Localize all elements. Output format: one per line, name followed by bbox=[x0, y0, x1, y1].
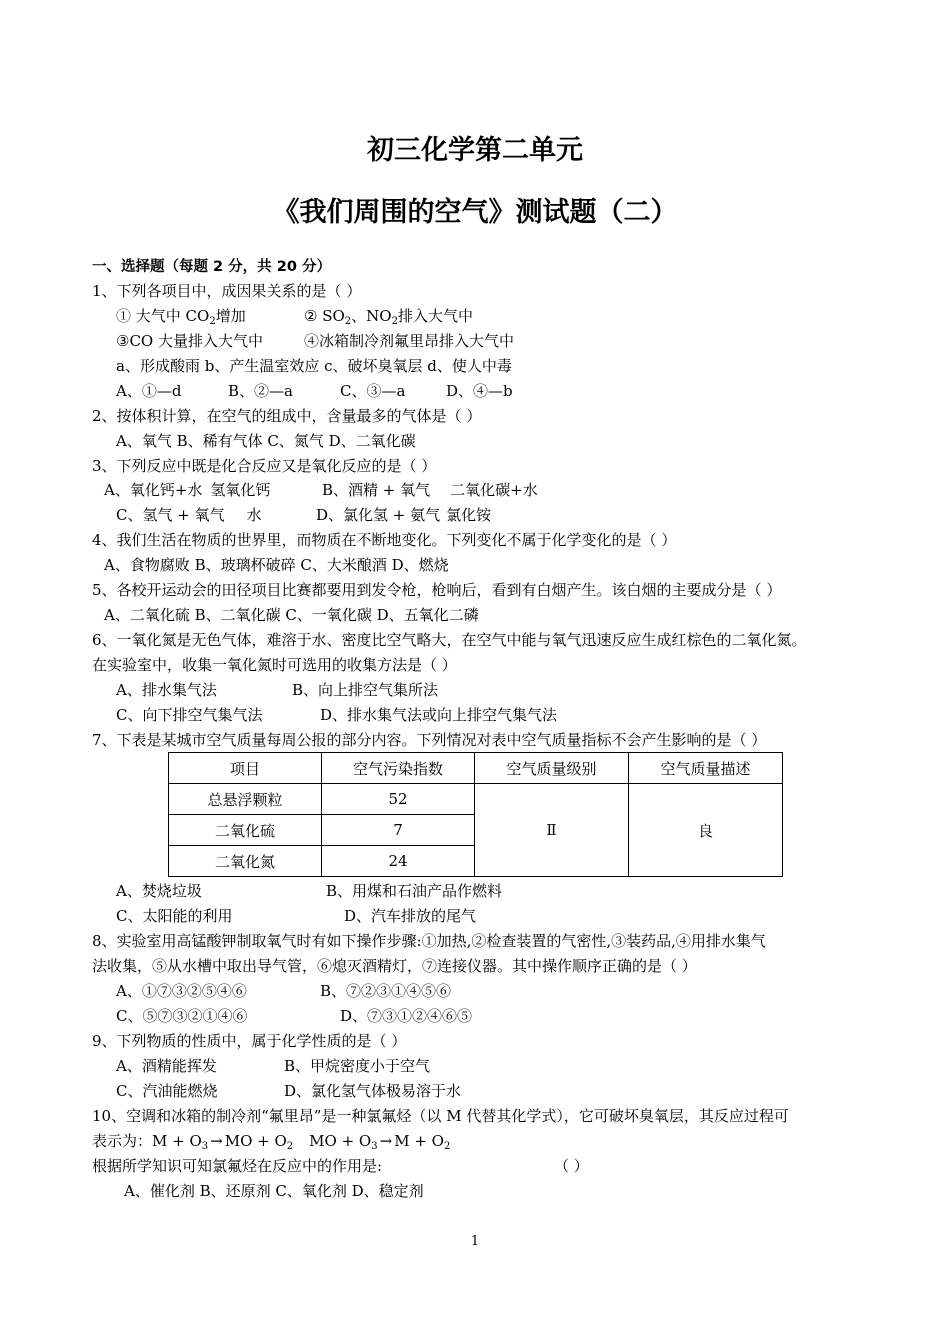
question-3-option-d bbox=[316, 505, 491, 525]
question-10-stem: 10、空调和冰箱的制冷剂“氟里昂”是一种氯氟烃（以 M 代替其化学式），它可破坏臭氧层，其反应过程可 bbox=[92, 1107, 789, 1125]
question-6-option-a: A、排水集气法 bbox=[116, 681, 217, 699]
table-header: 空气质量描述 bbox=[629, 753, 783, 784]
question-1-stem: 1、下列各项目中，成因果关系的是（ ） bbox=[92, 282, 362, 300]
question-2-options: A、氧气 B、稀有气体 C、氮气 D、二氧化碳 bbox=[116, 432, 416, 450]
question-3-option-a bbox=[104, 480, 270, 500]
equation-1-right: MO + O bbox=[224, 1132, 287, 1150]
question-5-options: A、二氧化硫 B、二氧化碳 C、一氧化碳 D、五氧化二磷 bbox=[104, 606, 479, 624]
question-6-stem: 6、一氧化氮是无色气体，难溶于水、密度比空气略大，在空气中能与氧气迅速反应生成红棕色的二氧化氮。 bbox=[92, 631, 807, 649]
air-quality-table bbox=[168, 752, 783, 877]
table-cell: 总悬浮颗粒 bbox=[169, 784, 322, 815]
question-1-option-d: D、④—b bbox=[446, 382, 513, 400]
equation-prefix: 表示为： bbox=[92, 1132, 153, 1150]
table-cell: 二氧化氮 bbox=[169, 846, 322, 877]
products: 水 bbox=[246, 506, 262, 524]
products: 氢氧化钙 bbox=[210, 481, 271, 499]
question-3-option-c bbox=[116, 505, 262, 525]
subscript: 2 bbox=[209, 316, 216, 327]
question-1-option-a: A、①—d bbox=[116, 382, 182, 400]
page-number: 1 bbox=[470, 1234, 480, 1249]
question-6-stem-cont: 在实验室中，收集一氧化氮时可选用的收集方法是（ ） bbox=[92, 656, 457, 674]
question-10-stem-cont: 根据所学知识可知氯氟烃在反应中的作用是: bbox=[92, 1157, 383, 1175]
section-heading: 一、选择题（每题 2 分，共 20 分） bbox=[92, 259, 331, 275]
question-9-option-c: C、汽油能燃烧 bbox=[116, 1082, 218, 1100]
subscript: 2 bbox=[286, 1141, 294, 1152]
table-cell-description: 良 bbox=[629, 784, 783, 877]
subscript: 3 bbox=[201, 1141, 209, 1152]
question-8-stem-cont: 法收集，⑤从水槽中取出导气管，⑥熄灭酒精灯，⑦连接仪器。其中操作顺序正确的是（ ） bbox=[92, 957, 697, 975]
subscript: 3 bbox=[371, 1141, 378, 1152]
reactants: D、氯化氢 + 氨气 bbox=[316, 506, 441, 524]
question-1-option-c: C、③—a bbox=[340, 382, 406, 400]
question-3-stem: 3、下列反应中既是化合反应又是氧化反应的是（ ） bbox=[92, 457, 437, 475]
subscript: 2 bbox=[344, 316, 352, 327]
question-1-item-1 bbox=[116, 306, 246, 326]
reactants: C、氢气 + 氧气 bbox=[116, 506, 225, 524]
question-10-answer-paren: （ ） bbox=[554, 1157, 589, 1175]
question-10-equation bbox=[92, 1131, 450, 1151]
equation-2-right: M + O bbox=[394, 1132, 444, 1150]
table-header: 空气污染指数 bbox=[322, 753, 475, 784]
table-cell-level: Ⅱ bbox=[475, 784, 629, 877]
question-9-option-a: A、酒精能挥发 bbox=[116, 1057, 217, 1075]
question-1-item-4: ④冰箱制冷剂氟里昂排入大气中 bbox=[304, 332, 515, 350]
table-cell: 24 bbox=[322, 846, 475, 877]
question-9-option-b: B、甲烷密度小于空气 bbox=[284, 1057, 431, 1075]
reactants: B、酒精 + 氧气 bbox=[322, 481, 431, 499]
question-8-option-d: D、⑦③①②④⑥⑤ bbox=[340, 1007, 473, 1025]
arrow-icon: → bbox=[379, 1132, 393, 1150]
question-5-stem: 5、各校开运动会的田径项目比赛都要用到发令枪，枪响后，看到有白烟产生。该白烟的主要成分是（ ） bbox=[92, 581, 782, 599]
question-8-option-b: B、⑦②③①④⑤⑥ bbox=[320, 982, 452, 1000]
arrow-icon: → bbox=[210, 1132, 223, 1150]
question-9-stem: 9、下列物质的性质中，属于化学性质的是（ ） bbox=[92, 1032, 407, 1050]
table-cell: 二氧化硫 bbox=[169, 815, 322, 846]
question-1-item-3: ③CO 大量排入大气中 bbox=[116, 332, 263, 350]
question-6-option-b: B、向上排空气集所法 bbox=[292, 681, 439, 699]
question-4-options: A、食物腐败 B、玻璃杯破碎 C、大米酿酒 D、燃烧 bbox=[104, 556, 449, 574]
question-7-option-b: B、用煤和石油产品作燃料 bbox=[326, 882, 503, 900]
question-4-stem: 4、我们生活在物质的世界里，而物质在不断地变化。下列变化不属于化学变化的是（ ） bbox=[92, 531, 677, 549]
document-title: 初三化学第二单元 bbox=[367, 135, 583, 166]
table-row bbox=[169, 784, 783, 815]
subscript: 2 bbox=[443, 1141, 451, 1152]
question-8-option-c: C、⑤⑦③②①④⑥ bbox=[116, 1007, 248, 1025]
question-8-option-a: A、①⑦③②⑤④⑥ bbox=[116, 982, 247, 1000]
question-9-option-d: D、氯化氢气体极易溶于水 bbox=[284, 1082, 462, 1100]
question-2-stem: 2、按体积计算，在空气的组成中，含量最多的气体是（ ） bbox=[92, 407, 482, 425]
table-header: 项目 bbox=[169, 753, 322, 784]
equation-2-left: MO + O bbox=[309, 1132, 372, 1150]
question-6-option-c: C、向下排空气集气法 bbox=[116, 706, 263, 724]
question-1-effects: a、形成酸雨 b、产生温室效应 c、破坏臭氧层 d、使人中毒 bbox=[116, 357, 512, 375]
question-7-option-d: D、汽车排放的尾气 bbox=[344, 907, 477, 925]
products: 氯化铵 bbox=[446, 506, 492, 524]
subscript: 2 bbox=[391, 316, 398, 327]
question-1-option-b: B、②—a bbox=[228, 382, 293, 400]
table-header-row bbox=[169, 753, 783, 784]
item-2-mid: 、NO bbox=[351, 307, 392, 325]
document-subtitle: 《我们周围的空气》测试题（二） bbox=[272, 197, 678, 228]
item-1-tail: 增加 bbox=[215, 307, 246, 325]
question-7-option-c: C、太阳能的利用 bbox=[116, 907, 233, 925]
item-1-text: ① 大气中 CO bbox=[116, 307, 210, 325]
question-10-options: A、催化剂 B、还原剂 C、氧化剂 D、稳定剂 bbox=[124, 1182, 424, 1200]
question-7-option-a: A、焚烧垃圾 bbox=[116, 882, 202, 900]
table-cell: 52 bbox=[322, 784, 475, 815]
table-header: 空气质量级别 bbox=[475, 753, 629, 784]
item-2-tail: 排入大气中 bbox=[397, 307, 473, 325]
question-1-item-2 bbox=[304, 306, 473, 326]
table-cell: 7 bbox=[322, 815, 475, 846]
reactants: A、氧化钙+水 bbox=[104, 481, 203, 499]
item-2-text: ② SO bbox=[304, 307, 345, 325]
equation-1-left: M + O bbox=[152, 1132, 202, 1150]
question-7-stem: 7、下表是某城市空气质量每周公报的部分内容。下列情况对表中空气质量指标不会产生影响的是（ ） bbox=[92, 731, 767, 749]
question-3-option-b bbox=[322, 480, 538, 500]
products: 二氧化碳+水 bbox=[450, 481, 538, 499]
question-8-stem: 8、实验室用高锰酸钾制取氧气时有如下操作步骤:①加热,②检查装置的气密性,③装药品,④用排水集气 bbox=[92, 932, 766, 950]
question-6-option-d: D、排水集气法或向上排空气集气法 bbox=[320, 706, 558, 724]
